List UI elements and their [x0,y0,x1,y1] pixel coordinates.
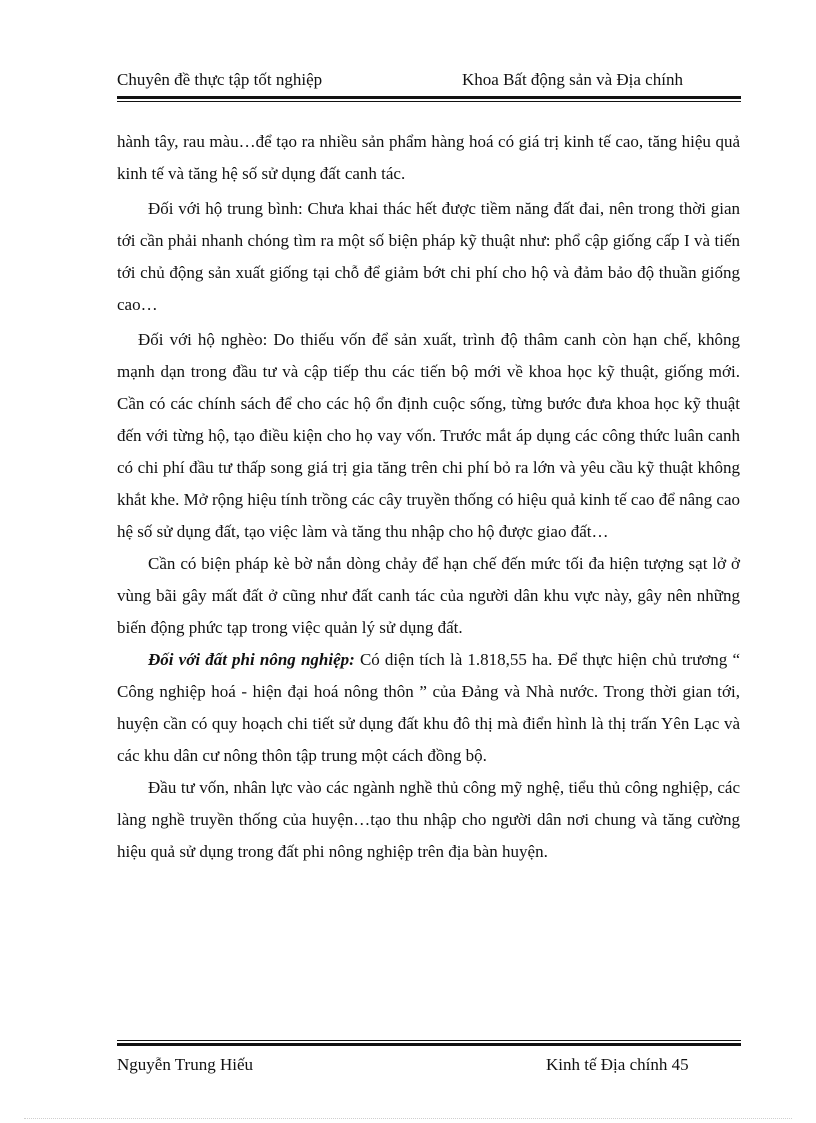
footer-rule-thin [117,1040,741,1041]
paragraph-non-agricultural-land [117,644,740,772]
paragraph-crops-continuation: hành tây, rau màu…để tạo ra nhiều sản phẩm hàng hoá có giá trị kinh tế cao, tăng hiệu quả kinh tế và tăng hệ số sử dụng đất canh tác. [117,132,740,183]
page-footer [117,1055,740,1077]
paragraph-riverbank-protection: Cần có biện pháp kè bờ nắn dòng chảy để hạn chế đến mức tối đa hiện tượng sạt lở ở vùng bãi gây mất đất ở cũng như đất canh tác của người dân khu vực này, gây nên những biến động phức tạp trong việc quản lý sử dụng đất. [117,554,740,637]
footer-class-page: Kinh tế Địa chính 45 [546,1055,689,1074]
paragraph-investment-crafts: Đầu tư vốn, nhân lực vào các ngành nghề thủ công mỹ nghệ, tiểu thủ công nghiệp, các làng nghề truyền thống của huyện…tạo thu nhập cho người dân nơi chung và tăng cường hiệu quả sử dụng trong đất phi nông nghiệp trên địa bàn huyện. [117,778,740,861]
page-bottom-dotted-line [24,1118,792,1119]
header-thesis-title: Chuyên đề thực tập tốt nghiệp [117,70,323,89]
non-agricultural-land-text: Có diện tích là 1.818,55 ha. Để thực hiện chủ trương “ Công nghiệp hoá - hiện đại hoá nông thôn ” của Đảng và Nhà nước. Trong thời gian tới, huyện cần có quy hoạch chi tiết sử dụng đất khu đô thị mà điển hình là thị trấn Yên Lạc và các khu dân cư nông thôn tập trung một cách đồng bộ. [117,650,740,765]
page-body [117,126,740,868]
header-faculty-name: Khoa Bất động sản và Địa chính [462,70,683,89]
non-agricultural-land-heading: Đối với đất phi nông nghiệp: [148,650,355,669]
header-rule-thin [117,101,741,102]
paragraph-average-households: Đối với hộ trung bình: Chưa khai thác hết được tiềm năng đất đai, nên trong thời gian tới cần phải nhanh chóng tìm ra một số biện pháp kỹ thuật như: phổ cập giống cấp I và tiến tới chủ động sản xuất giống tại chỗ để giảm bớt chi phí cho hộ và đảm bảo độ thuần giống cao… [117,199,740,314]
header-rule-thick [117,96,741,99]
footer-author-name: Nguyễn Trung Hiếu [117,1055,254,1074]
paragraph-poor-households: Đối với hộ nghèo: Do thiếu vốn để sản xuất, trình độ thâm canh còn hạn chế, không mạnh dạn trong đầu tư và cập tiếp thu các tiến bộ mới về khoa học kỹ thuật, giống mới. Cần có các chính sách để cho các hộ ổn định cuộc sống, từng bước đưa khoa học kỹ thuật đến với từng hộ, tạo điều kiện cho họ vay vốn. Trước mắt áp dụng các công thức luân canh có chi phí đầu tư thấp song giá trị gia tăng trên chi phí bỏ ra lớn và yêu cầu kỹ thuật không khắt khe. Mở rộng hiệu tính trồng các cây truyền thống có hiệu quả kinh tế cao để nâng cao hệ số sử dụng đất, tạo việc làm và tăng thu nhập cho hộ được giao đất… [117,330,740,541]
footer-rule-thick [117,1043,741,1046]
page-header [117,70,740,92]
